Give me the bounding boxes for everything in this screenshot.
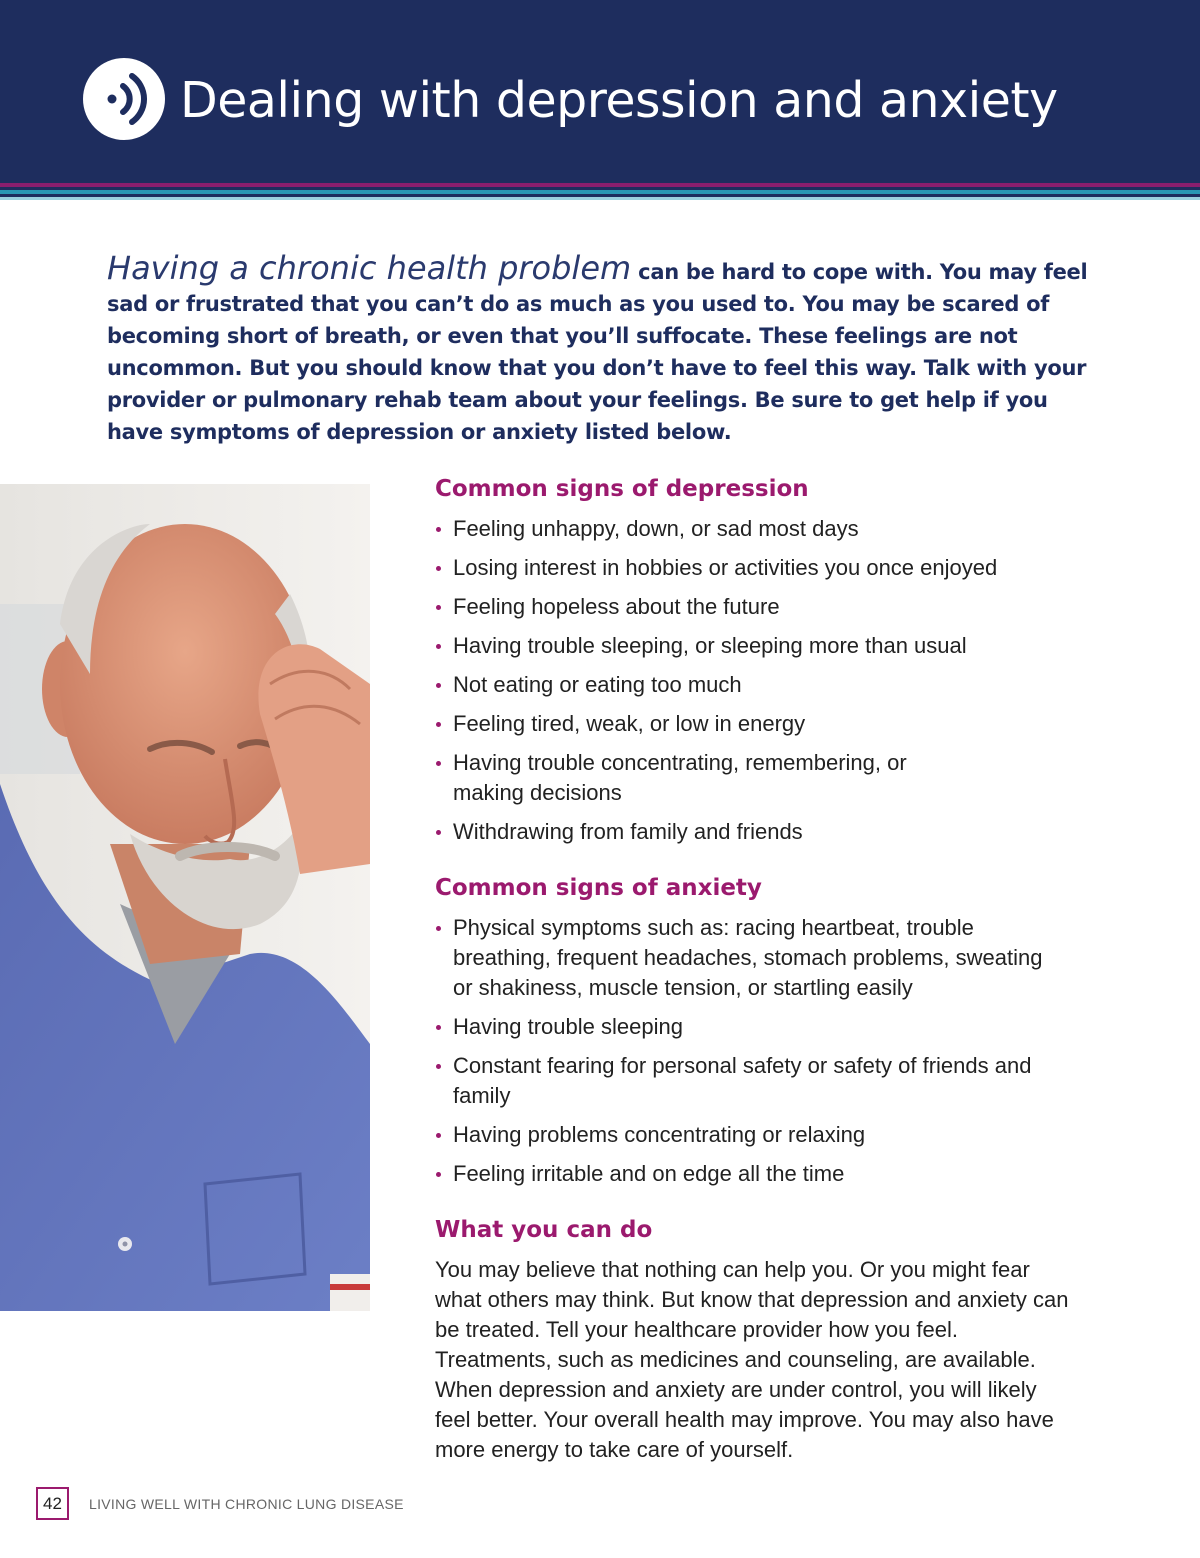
- list-item: Feeling hopeless about the future: [435, 592, 1085, 622]
- list-item: Feeling tired, weak, or low in energy: [435, 709, 1085, 739]
- page-title: Dealing with depression and anxiety: [180, 72, 1058, 129]
- list-item: Having problems concentrating or relaxing: [435, 1120, 1085, 1150]
- list-item: Having trouble sleeping, or sleeping more than usual: [435, 631, 1085, 661]
- list-item: Withdrawing from family and friends: [435, 817, 1085, 847]
- anxiety-heading: Common signs of anxiety: [435, 875, 762, 901]
- worried-man-photo: [0, 484, 370, 1311]
- list-item: Having trouble concentrating, remembering, or making decisions: [435, 748, 953, 808]
- intro-text: can be hard to cope with. You may feel sad or frustrated that you can’t do as much as you used to. You may be scared of becoming short of breath, or even that you’ll suffocate. These feelings are not uncommon. But you should know that you don’t have to feel this way. Talk with your provider or pulmonary rehab team about your feelings. Be sure to get help if you have symptoms of depression or anxiety listed below.: [107, 260, 1088, 444]
- list-item: Losing interest in hobbies or activities you once enjoyed: [435, 553, 1085, 583]
- what-you-can-do-section: [435, 1215, 1075, 1465]
- running-title: LIVING WELL WITH CHRONIC LUNG DISEASE: [89, 1496, 404, 1512]
- list-item: Having trouble sleeping: [435, 1012, 1085, 1042]
- anxiety-list: [435, 913, 1085, 1189]
- header-stripe-light-teal: [0, 197, 1200, 200]
- depression-section: [435, 474, 1085, 847]
- list-item: Not eating or eating too much: [435, 670, 1085, 700]
- depression-heading: Common signs of depression: [435, 476, 809, 502]
- anxiety-section: [435, 873, 1085, 1189]
- what-you-can-do-text: You may believe that nothing can help you. Or you might fear what others may think. But know that depression and anxiety can be treated. Tell your healthcare provider how you feel. Treatments, such as medicines and counseling, are available. When depression and anxiety are under control, you will likely feel better. Your overall health may improve. You may also have more energy to take care of yourself.: [435, 1257, 1069, 1462]
- list-item: Constant fearing for personal safety or safety of friends and family: [435, 1051, 1053, 1111]
- list-item: Feeling irritable and on edge all the time: [435, 1159, 1085, 1189]
- intro-paragraph: [107, 249, 1107, 448]
- sound-waves-icon: [83, 58, 165, 140]
- intro-lead: Having a chronic health problem: [107, 249, 632, 287]
- page-number: 42: [36, 1487, 69, 1520]
- list-item: Feeling unhappy, down, or sad most days: [435, 514, 1085, 544]
- list-item: Physical symptoms such as: racing heartbeat, trouble breathing, frequent headaches, stomach problems, sweating or shakiness, muscle tension, or startling easily: [435, 913, 1053, 1003]
- what-you-can-do-heading: What you can do: [435, 1217, 653, 1243]
- depression-list: [435, 514, 1085, 847]
